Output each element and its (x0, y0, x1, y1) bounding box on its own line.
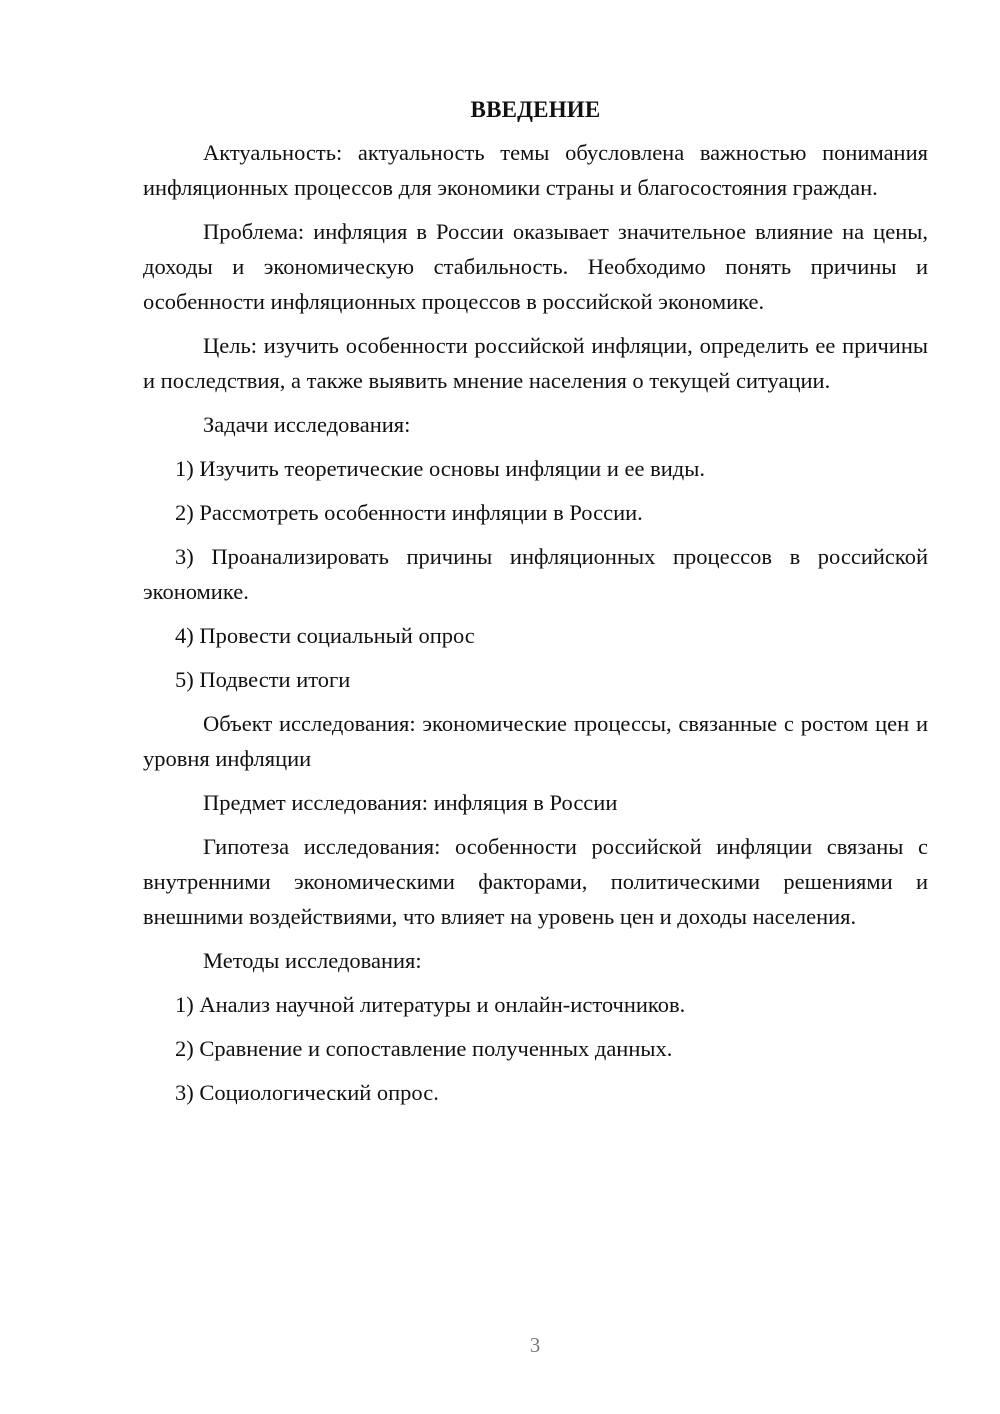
paragraph-goal: Цель: изучить особенности российской инфляции, определить ее причины и последствия, а также выявить мнение населения о текущей ситуации. (143, 333, 928, 393)
list-item-task-5: 5) Подвести итоги (175, 667, 351, 692)
paragraph-methods-heading: Методы исследования: (203, 948, 422, 973)
list-item-task-1: 1) Изучить теоретические основы инфляции и ее виды. (175, 456, 705, 481)
document-page (143, 92, 928, 1119)
paragraph-object: Объект исследования: экономические процессы, связанные с ростом цен и уровня инфляции (143, 711, 928, 771)
page-number: 3 (529, 1333, 541, 1357)
paragraph-relevance: Актуальность: актуальность темы обусловлена важностью понимания инфляционных процессов для экономики страны и благосостояния граждан. (143, 140, 928, 200)
list-item-method-1: 1) Анализ научной литературы и онлайн-источников. (175, 992, 686, 1017)
section-title: ВВЕДЕНИЕ (470, 97, 601, 122)
list-item-method-3: 3) Социологический опрос. (175, 1080, 439, 1105)
list-item-method-2: 2) Сравнение и сопоставление полученных данных. (175, 1036, 673, 1061)
list-item-task-4: 4) Провести социальный опрос (175, 623, 475, 648)
list-item-task-3: 3) Проанализировать причины инфляционных процессов в российской экономике. (143, 544, 928, 604)
paragraph-tasks-heading: Задачи исследования: (203, 412, 411, 437)
paragraph-subject: Предмет исследования: инфляция в России (203, 790, 618, 815)
list-item-task-2: 2) Рассмотреть особенности инфляции в России. (175, 500, 643, 525)
paragraph-problem: Проблема: инфляция в России оказывает значительное влияние на цены, доходы и экономическую стабильность. Необходимо понять причины и особенности инфляционных процессов в российской экономике. (143, 219, 928, 314)
paragraph-hypothesis: Гипотеза исследования: особенности российской инфляции связаны с внутренними экономическими факторами, политическими решениями и внешними воздействиями, что влияет на уровень цен и доходы населения. (143, 834, 928, 929)
